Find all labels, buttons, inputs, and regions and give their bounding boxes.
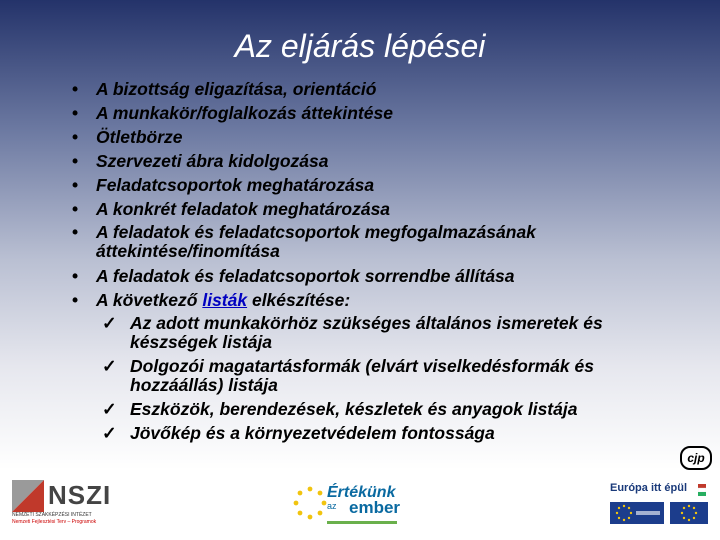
eu-slogan: Európa itt épül [610, 482, 687, 494]
hungarian-flag-icon [698, 484, 706, 496]
list-item: • A feladatok és feladatcsoportok megfogalmazásának áttekintése/finomítása [72, 222, 536, 261]
bullet-icon: • [72, 79, 79, 99]
eu-flag-icon [610, 502, 664, 524]
nszi-mark-icon [12, 480, 44, 512]
checklist-item: ✓ Dolgozói magatartásformák (elvárt viselkedésformák és hozzáállás) listája [102, 356, 594, 395]
star-circle-icon [293, 486, 327, 520]
checklist-item: ✓ Az adott munkakörhöz szükséges általános ismeretek és készségek listája [102, 313, 603, 352]
bullet-list [72, 77, 672, 446]
bullet-icon: • [72, 199, 79, 219]
ertekunk-ember-text: ember [349, 498, 401, 517]
ertekunk-text: Értékünk [327, 484, 396, 501]
list-item: • A bizottság eligazítása, orientáció [72, 79, 377, 99]
nszi-logo [12, 480, 112, 525]
list-item: • Ötletbörze [72, 127, 183, 147]
check-icon: ✓ [102, 313, 117, 333]
list-item: • A konkrét feladatok meghatározása [72, 199, 391, 219]
eu-logo [610, 482, 710, 526]
eu-flag-icon-2 [670, 502, 708, 524]
list-item: • Szervezeti ábra kidolgozása [72, 151, 329, 171]
list-item: • Feladatcsoportok meghatározása [72, 175, 375, 195]
ertekunk-az-text: az [327, 501, 337, 511]
list-item-lists: • A következő listák elkészítése: ✓ Az adott munkakörhöz szükséges általános ismeretek és készségek listája ✓ Dolgozói magatartásformák (elvárt viselkedésformák és hozzáállás) listája ✓ Eszközök, berendezések, készletek és anyagok listája ✓ Jövőkép és a környezetvédelem fontossága [72, 288, 672, 446]
nszi-subtitle: NEMZETI SZAKKÉPZÉSI INTÉZET [12, 512, 92, 518]
nszi-subtitle-2: Nemzeti Fejlesztési Terv – Programok [12, 519, 97, 525]
bullet-icon: • [72, 222, 79, 242]
lists-link[interactable]: listák [202, 290, 248, 310]
checklist [96, 312, 672, 446]
bullet-icon: • [72, 266, 79, 286]
bullet-icon: • [72, 175, 79, 195]
list-item: • A feladatok és feladatcsoportok sorrendbe állítása [72, 266, 515, 286]
checklist-item: ✓ Eszközök, berendezések, készletek és anyagok listája [102, 399, 578, 419]
slide-title: Az eljárás lépései [234, 28, 486, 64]
ertekunk-logo [293, 484, 433, 528]
check-icon: ✓ [102, 423, 117, 443]
check-icon: ✓ [102, 356, 117, 376]
bullet-icon: • [72, 290, 79, 310]
bullet-icon: • [72, 103, 79, 123]
list-item: • A munkakör/foglalkozás áttekintése [72, 103, 393, 123]
cjp-logo: cjp [680, 446, 712, 470]
ertekunk-underline [327, 521, 397, 524]
nszi-name: NSZI [48, 480, 112, 510]
check-icon: ✓ [102, 399, 117, 419]
bullet-icon: • [72, 127, 79, 147]
bullet-icon: • [72, 151, 79, 171]
checklist-item: ✓ Jövőkép és a környezetvédelem fontossága [102, 423, 495, 443]
